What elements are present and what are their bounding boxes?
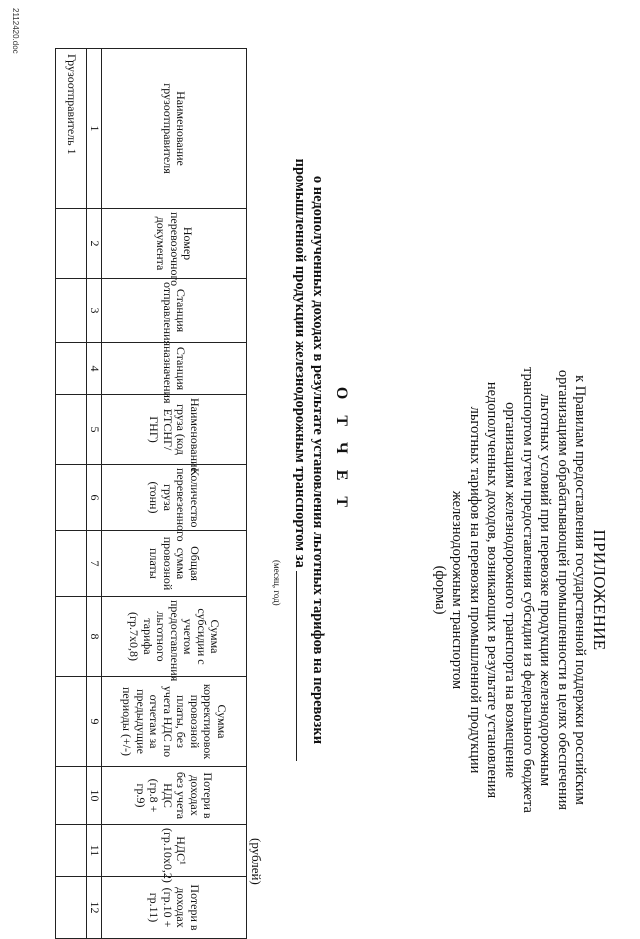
table-cell: [56, 395, 87, 465]
table-cell: [56, 465, 87, 531]
column-number: 8: [87, 597, 102, 677]
table-cell: [56, 877, 87, 939]
table-row: [56, 49, 87, 939]
document-code: 2112420.doc: [11, 8, 20, 54]
column-number: 2: [87, 209, 102, 279]
table-cell: [56, 209, 87, 279]
header-cell: Станция назначения: [102, 343, 247, 395]
table-cell: [56, 677, 87, 767]
table-cell: [56, 279, 87, 343]
header-cell: НДС¹ (гр.10х0,2): [102, 825, 247, 877]
appendix-text: к Правилам предоставления государственной поддержки российским организациям обрабатывающей промышленности в целях обеспечения льготных условий при перевозке продукции железнодорожным транспортом путем предоставления субсидии из федерального бюджета организациям железнодорожного транспорта на возмещение недополученных доходов, возникающих в результате установления льготных тарифов на перевозки промышленной продукции железнодорожным транспортом: [449, 367, 589, 813]
header-cell: Сумма субсидии с учетом предоставления льготного тарифа (гр.7х0,8): [102, 597, 247, 677]
header-cell: Общая сумма провозной платы: [102, 531, 247, 597]
table-cell: [56, 531, 87, 597]
table-cell: [56, 825, 87, 877]
header-cell: Сумма корректировок провозной платы, без учета НДС по отчетам за предыдущие периоды (+/-): [102, 677, 247, 767]
appendix-block: [430, 360, 608, 820]
report-subtitle-line-2-text: промышленной продукции железнодорожным транспортом за: [292, 158, 308, 568]
header-cell: Количество перевезенного груза (тонн): [102, 465, 247, 531]
header-cell: Наименование груза (код ЕТСНГ/ГНГ): [102, 395, 247, 465]
units-label: (рублей): [249, 838, 264, 885]
period-hint: (месяц, год): [272, 560, 282, 606]
column-number: 12: [87, 877, 102, 939]
table-header-row: [102, 49, 247, 939]
column-number: 4: [87, 343, 102, 395]
period-blank-field: [296, 571, 309, 761]
form-label: (форма): [431, 565, 448, 615]
column-number: 11: [87, 825, 102, 877]
header-cell: Потери в доходах без учета НДС (гр.8 + гр.9): [102, 767, 247, 825]
column-number: 10: [87, 767, 102, 825]
report-table: [55, 48, 247, 939]
column-number: 7: [87, 531, 102, 597]
column-number: 9: [87, 677, 102, 767]
column-number: 6: [87, 465, 102, 531]
header-cell: Наименование грузоотправителя: [102, 49, 247, 209]
report-subtitle: [291, 70, 327, 850]
report-title: О Т Ч Е Т: [333, 386, 350, 514]
table-cell: [56, 767, 87, 825]
table-cell: [56, 597, 87, 677]
column-number: 1: [87, 49, 102, 209]
table-cell: [56, 343, 87, 395]
header-cell: Станция отправления: [102, 279, 247, 343]
shipper-cell: Грузоотправитель 1: [56, 49, 87, 209]
column-number: 3: [87, 279, 102, 343]
appendix-title: ПРИЛОЖЕНИЕ: [590, 529, 609, 651]
header-cell: Потери в доходах (гр.10 + гр.11): [102, 877, 247, 939]
column-number-row: [87, 49, 102, 939]
column-number: 5: [87, 395, 102, 465]
report-subtitle-line-1: о недополученных доходах в результате установления льготных тарифов на перевозки: [310, 175, 326, 745]
header-cell: Номер перевозочного документа: [102, 209, 247, 279]
report-subtitle-line-2: [291, 70, 309, 850]
